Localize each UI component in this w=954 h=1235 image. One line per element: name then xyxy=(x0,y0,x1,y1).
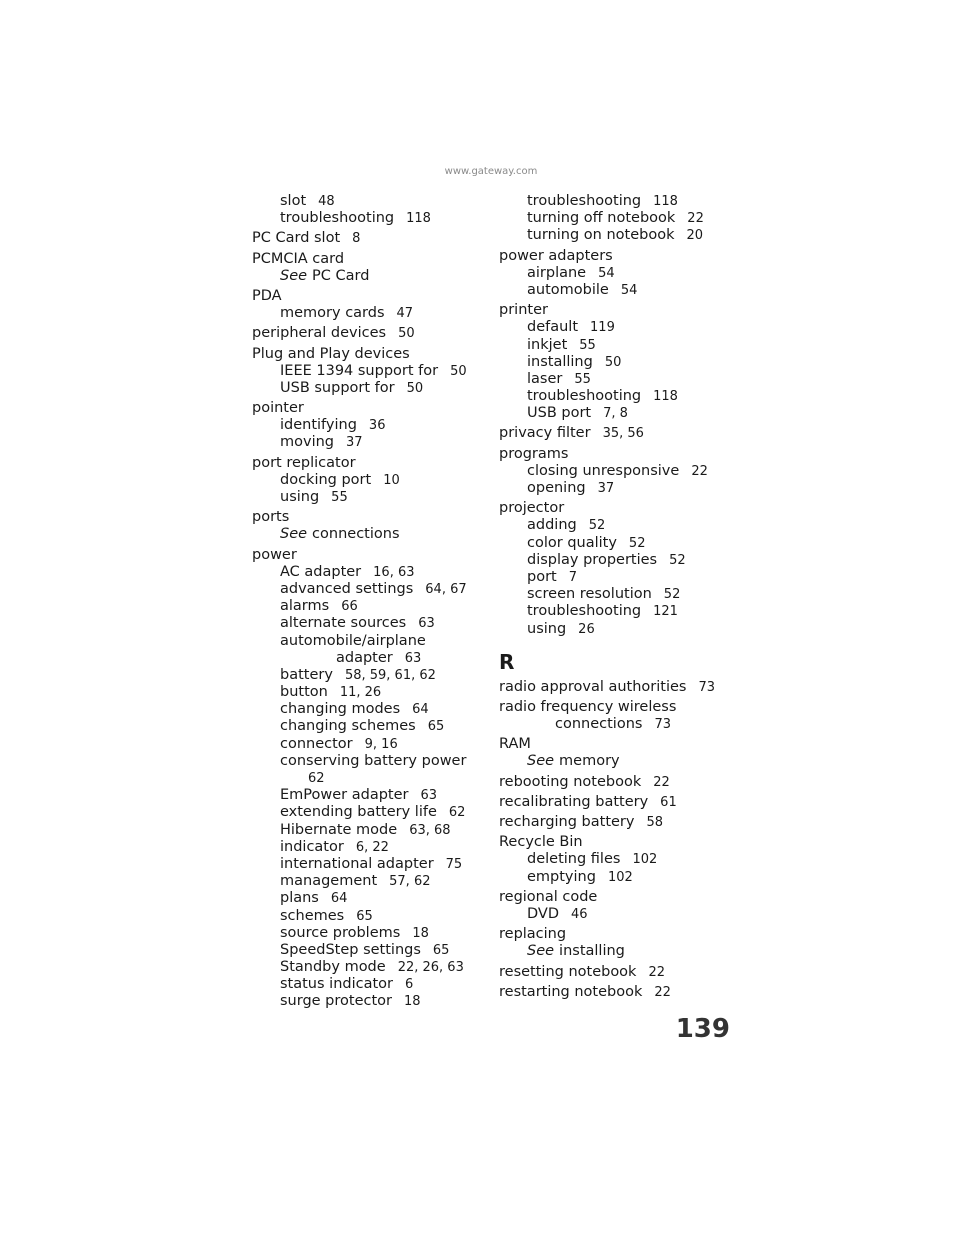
entry-term: port replicator xyxy=(252,454,356,471)
entry-term: replacing xyxy=(499,926,567,943)
index-subentry xyxy=(499,405,739,422)
entry-term: pointer xyxy=(252,400,304,417)
page-reference: 58 xyxy=(646,815,664,830)
index-see-reference xyxy=(499,753,739,770)
entry-term: turning off notebook xyxy=(527,210,676,227)
entry-term: slot xyxy=(280,193,307,209)
index-subentry xyxy=(252,822,487,839)
entry-term: inkjet xyxy=(527,336,568,353)
entry-term: laser xyxy=(527,370,563,387)
index-continuation xyxy=(252,770,487,787)
entry-term: alternate sources xyxy=(280,615,407,632)
page-reference: 10 xyxy=(383,472,400,488)
entry-term: emptying xyxy=(527,868,596,885)
entry-term: connections xyxy=(312,526,400,543)
page-reference: 63, 68 xyxy=(409,822,451,838)
index-subentry xyxy=(252,417,487,434)
index-subentry xyxy=(252,856,487,873)
entry-term: alarms xyxy=(280,598,330,615)
index-entry xyxy=(499,926,739,943)
page-reference: 63 xyxy=(418,616,435,632)
page-reference: 75 xyxy=(445,856,463,872)
index-subentry xyxy=(252,472,487,489)
page-reference: 36 xyxy=(368,418,386,434)
page-reference: 54 xyxy=(620,282,638,298)
entry-term: conserving battery power xyxy=(280,752,467,769)
page-reference: 7, 8 xyxy=(603,406,628,422)
entry-term: USB support for xyxy=(280,379,395,396)
page-reference: 37 xyxy=(597,481,615,496)
entry-term: moving xyxy=(280,434,334,451)
index-subentry xyxy=(252,890,487,907)
page-reference: 22 xyxy=(691,463,708,479)
index-subentry xyxy=(499,851,739,868)
entry-term: Standby mode xyxy=(280,959,386,976)
index-entry xyxy=(499,889,739,906)
index-subentry xyxy=(252,701,487,718)
index-subentry xyxy=(499,517,739,534)
see-label: See xyxy=(527,943,555,960)
page-reference: 47 xyxy=(396,306,414,322)
page-reference: 61 xyxy=(660,794,677,810)
entry-term: screen resolution xyxy=(527,586,652,603)
section-letter: R xyxy=(499,649,515,674)
page-reference: 16, 63 xyxy=(373,564,415,580)
entry-term: automobile xyxy=(527,281,609,298)
entry-term: deleting files xyxy=(527,851,621,868)
entry-term: PCMCIA card xyxy=(252,250,345,267)
entry-term: EmPower adapter xyxy=(280,787,409,804)
entry-term: memory xyxy=(559,753,620,770)
index-subentry xyxy=(252,633,487,650)
page-reference: 22 xyxy=(687,211,704,227)
entry-term: troubleshooting xyxy=(280,210,395,227)
page-reference: 55 xyxy=(579,337,596,353)
index-entry xyxy=(499,500,739,517)
entry-term: radio frequency wireless xyxy=(499,698,677,715)
entry-term: peripheral devices xyxy=(252,325,387,342)
entry-term: airplane xyxy=(527,264,587,281)
see-label: See xyxy=(280,526,308,543)
entry-term: resetting notebook xyxy=(499,963,637,980)
entry-term: power adapters xyxy=(499,247,613,264)
page-reference: 50 xyxy=(604,354,622,370)
index-entry xyxy=(252,325,487,342)
entry-term: recharging battery xyxy=(499,814,635,830)
entry-term: schemes xyxy=(280,907,345,924)
index-entry xyxy=(252,251,487,268)
page-reference: 65 xyxy=(356,908,373,924)
entry-term: DVD xyxy=(527,905,559,922)
index-subentry xyxy=(499,906,739,923)
entry-term: surge protector xyxy=(280,993,392,1010)
entry-term: changing schemes xyxy=(280,718,416,735)
index-subentry xyxy=(252,718,487,735)
entry-term: display properties xyxy=(527,551,658,568)
index-entry xyxy=(252,455,487,472)
page-reference: 118 xyxy=(653,389,678,405)
index-entry xyxy=(499,425,739,442)
entry-term: programs xyxy=(499,445,569,462)
page-reference: 22, 26, 63 xyxy=(397,960,464,976)
entry-term: docking port xyxy=(280,471,372,488)
page-reference: 35, 56 xyxy=(602,426,644,442)
page-reference: 63 xyxy=(420,788,438,804)
page-reference: 118 xyxy=(653,194,678,209)
index-entry xyxy=(252,509,487,526)
entry-term: automobile/airplane xyxy=(280,632,426,649)
index-subentry xyxy=(499,535,739,552)
index-subentry xyxy=(252,908,487,925)
entry-term: port xyxy=(527,568,557,585)
entry-term: installing xyxy=(559,943,625,960)
page-reference: 66 xyxy=(341,599,358,615)
index-subentry xyxy=(252,305,487,322)
index-subentry xyxy=(252,193,487,210)
index-entry xyxy=(499,834,739,851)
entry-term: rebooting notebook xyxy=(499,773,642,790)
page-reference: 48 xyxy=(318,194,335,209)
index-entry xyxy=(499,964,739,981)
page-reference: 119 xyxy=(590,320,615,336)
index-subentry xyxy=(499,552,739,569)
entry-term: restarting notebook xyxy=(499,983,643,1000)
page-reference: 118 xyxy=(406,211,431,227)
entry-term: status indicator xyxy=(280,976,393,993)
page-reference: 102 xyxy=(607,869,633,885)
page-reference: 18 xyxy=(404,994,421,1010)
page-reference: 8 xyxy=(352,231,361,247)
page-reference: 63 xyxy=(404,650,422,666)
entry-term: SpeedStep settings xyxy=(280,941,421,958)
page-reference: 62 xyxy=(308,771,325,786)
index-subentry xyxy=(252,839,487,856)
index-subentry xyxy=(499,480,739,497)
index-entry xyxy=(252,400,487,417)
index-subentry xyxy=(499,371,739,388)
index-entry xyxy=(499,984,739,1001)
entry-term: power xyxy=(252,546,297,563)
index-subentry xyxy=(499,193,739,210)
page-reference: 52 xyxy=(628,535,646,551)
index-subentry xyxy=(252,976,487,993)
index-subentry xyxy=(499,210,739,227)
page-reference: 6 xyxy=(405,977,414,993)
entry-term: button xyxy=(280,684,328,701)
entry-term: battery xyxy=(280,666,333,683)
entry-term: radio approval authorities xyxy=(499,678,687,695)
index-subentry xyxy=(499,319,739,336)
entry-term: advanced settings xyxy=(280,580,414,597)
index-column-right xyxy=(499,193,739,1001)
entry-term: printer xyxy=(499,302,548,319)
page-reference: 65 xyxy=(432,942,450,958)
index-subentry xyxy=(252,942,487,959)
index-entry xyxy=(499,446,739,463)
page-reference: 57, 62 xyxy=(389,874,431,890)
entry-term: Plug and Play devices xyxy=(252,345,410,362)
page-reference: 73 xyxy=(698,679,716,695)
index-entry xyxy=(499,248,739,265)
page-reference: 52 xyxy=(663,587,681,603)
index-subentry xyxy=(252,787,487,804)
see-label: See xyxy=(527,753,555,770)
page-reference: 50 xyxy=(406,380,424,396)
entry-term: troubleshooting xyxy=(527,603,642,620)
entry-term: projector xyxy=(499,500,565,517)
entry-term: changing modes xyxy=(280,701,401,718)
page-reference: 54 xyxy=(598,265,615,281)
page-reference: 7 xyxy=(568,569,578,585)
page-reference: 58, 59, 61, 62 xyxy=(344,667,436,683)
page-reference: 20 xyxy=(686,228,704,244)
entry-term: installing xyxy=(527,353,593,370)
entry-term: default xyxy=(527,319,579,336)
page-reference: 62 xyxy=(448,805,466,821)
entry-term: connections xyxy=(555,716,643,733)
page-reference: 55 xyxy=(331,490,348,505)
index-subentry xyxy=(252,736,487,753)
index-subentry xyxy=(252,564,487,581)
entry-term: ports xyxy=(252,509,290,526)
entry-term: RAM xyxy=(499,736,531,753)
page-reference: 73 xyxy=(654,717,671,733)
page-reference: 64, 67 xyxy=(425,581,467,597)
page-reference: 11, 26 xyxy=(339,685,382,701)
index-entry xyxy=(499,699,739,716)
index-subentry xyxy=(252,873,487,890)
entry-term: color quality xyxy=(527,534,617,551)
index-subentry xyxy=(499,282,739,299)
index-entry xyxy=(499,679,739,696)
entry-term: regional code xyxy=(499,888,598,905)
index-entry xyxy=(499,794,739,811)
index-entry xyxy=(499,736,739,753)
entry-term: using xyxy=(527,620,567,637)
index-subentry xyxy=(252,210,487,227)
entry-term: memory cards xyxy=(280,305,385,322)
index-subentry xyxy=(499,337,739,354)
entry-term: turning on notebook xyxy=(527,227,675,244)
page-reference: 65 xyxy=(427,719,445,735)
page-reference: 52 xyxy=(588,518,606,534)
index-entry xyxy=(499,302,739,319)
index-subentry xyxy=(252,380,487,397)
page-reference: 46 xyxy=(571,906,588,922)
page-reference: 9, 16 xyxy=(364,736,398,752)
index-subentry xyxy=(252,581,487,598)
index-subentry xyxy=(499,227,739,244)
index-subentry xyxy=(252,959,487,976)
index-subentry xyxy=(499,354,739,371)
index-subentry xyxy=(252,489,487,506)
see-label: See xyxy=(280,267,308,284)
entry-term: PC Card slot xyxy=(252,230,341,247)
page-reference: 102 xyxy=(632,852,658,868)
entry-term: Hibernate mode xyxy=(280,821,398,838)
page-reference: 37 xyxy=(346,435,363,451)
index-entry xyxy=(252,346,487,363)
index-subentry xyxy=(252,363,487,380)
index-subentry xyxy=(499,569,739,586)
index-subentry xyxy=(252,598,487,615)
index-subentry xyxy=(499,586,739,603)
index-subentry xyxy=(252,667,487,684)
entry-term: international adapter xyxy=(280,855,434,872)
page-reference: 22 xyxy=(654,984,671,1000)
entry-term: opening xyxy=(527,480,586,496)
page-reference: 52 xyxy=(669,552,686,568)
index-entry xyxy=(499,774,739,791)
entry-term: connector xyxy=(280,735,353,752)
index-entry xyxy=(252,547,487,564)
entry-term: Recycle Bin xyxy=(499,834,583,851)
index-see-reference xyxy=(252,268,487,285)
index-subentry xyxy=(252,925,487,942)
index-subentry xyxy=(499,265,739,282)
index-subentry xyxy=(252,804,487,821)
page-reference: 22 xyxy=(653,774,670,790)
index-subentry xyxy=(252,434,487,451)
entry-term: troubleshooting xyxy=(527,193,642,209)
index-see-reference xyxy=(252,526,487,543)
index-subentry xyxy=(252,993,487,1010)
index-subentry xyxy=(499,603,739,620)
index-entry xyxy=(499,814,739,831)
index-subentry xyxy=(499,869,739,886)
index-entry xyxy=(252,230,487,247)
page-reference: 64 xyxy=(412,702,429,718)
entry-term: PDA xyxy=(252,287,282,304)
entry-term: extending battery life xyxy=(280,804,437,821)
index-continuation xyxy=(499,716,739,733)
page-reference: 64 xyxy=(330,891,348,907)
entry-term: using xyxy=(280,489,320,505)
index-subentry xyxy=(252,753,487,770)
entry-term: adapter xyxy=(336,649,393,666)
entry-term: AC adapter xyxy=(280,563,362,580)
entry-term: USB port xyxy=(527,405,592,422)
index-subentry xyxy=(252,615,487,632)
entry-term: recalibrating battery xyxy=(499,793,649,810)
index-column-left xyxy=(252,193,487,1011)
index-subentry xyxy=(252,684,487,701)
entry-term: troubleshooting xyxy=(527,388,642,405)
entry-term: plans xyxy=(280,890,319,907)
index-entry xyxy=(252,288,487,305)
page-reference: 50 xyxy=(450,363,467,379)
entry-term: privacy filter xyxy=(499,425,591,442)
page-reference: 26 xyxy=(578,621,595,637)
index-see-reference xyxy=(499,943,739,960)
entry-term: indicator xyxy=(280,838,344,855)
entry-term: management xyxy=(280,873,378,890)
index-subentry xyxy=(499,621,739,638)
entry-term: identifying xyxy=(280,417,357,434)
page-reference: 18 xyxy=(412,925,429,941)
entry-term: IEEE 1394 support for xyxy=(280,362,439,379)
page-reference: 55 xyxy=(574,371,591,387)
entry-term: adding xyxy=(527,517,577,534)
page-number: 139 xyxy=(675,1014,730,1044)
entry-term: closing unresponsive xyxy=(527,462,680,479)
page-reference: 121 xyxy=(653,604,678,620)
page-reference: 22 xyxy=(648,964,665,980)
entry-term: PC Card xyxy=(312,267,370,284)
page-reference: 50 xyxy=(398,326,415,342)
page-reference: 6, 22 xyxy=(355,839,389,855)
index-continuation xyxy=(252,650,487,667)
index-subentry xyxy=(499,388,739,405)
index-subentry xyxy=(499,463,739,480)
header-url: www.gateway.com xyxy=(444,166,538,177)
entry-term: source problems xyxy=(280,924,401,941)
